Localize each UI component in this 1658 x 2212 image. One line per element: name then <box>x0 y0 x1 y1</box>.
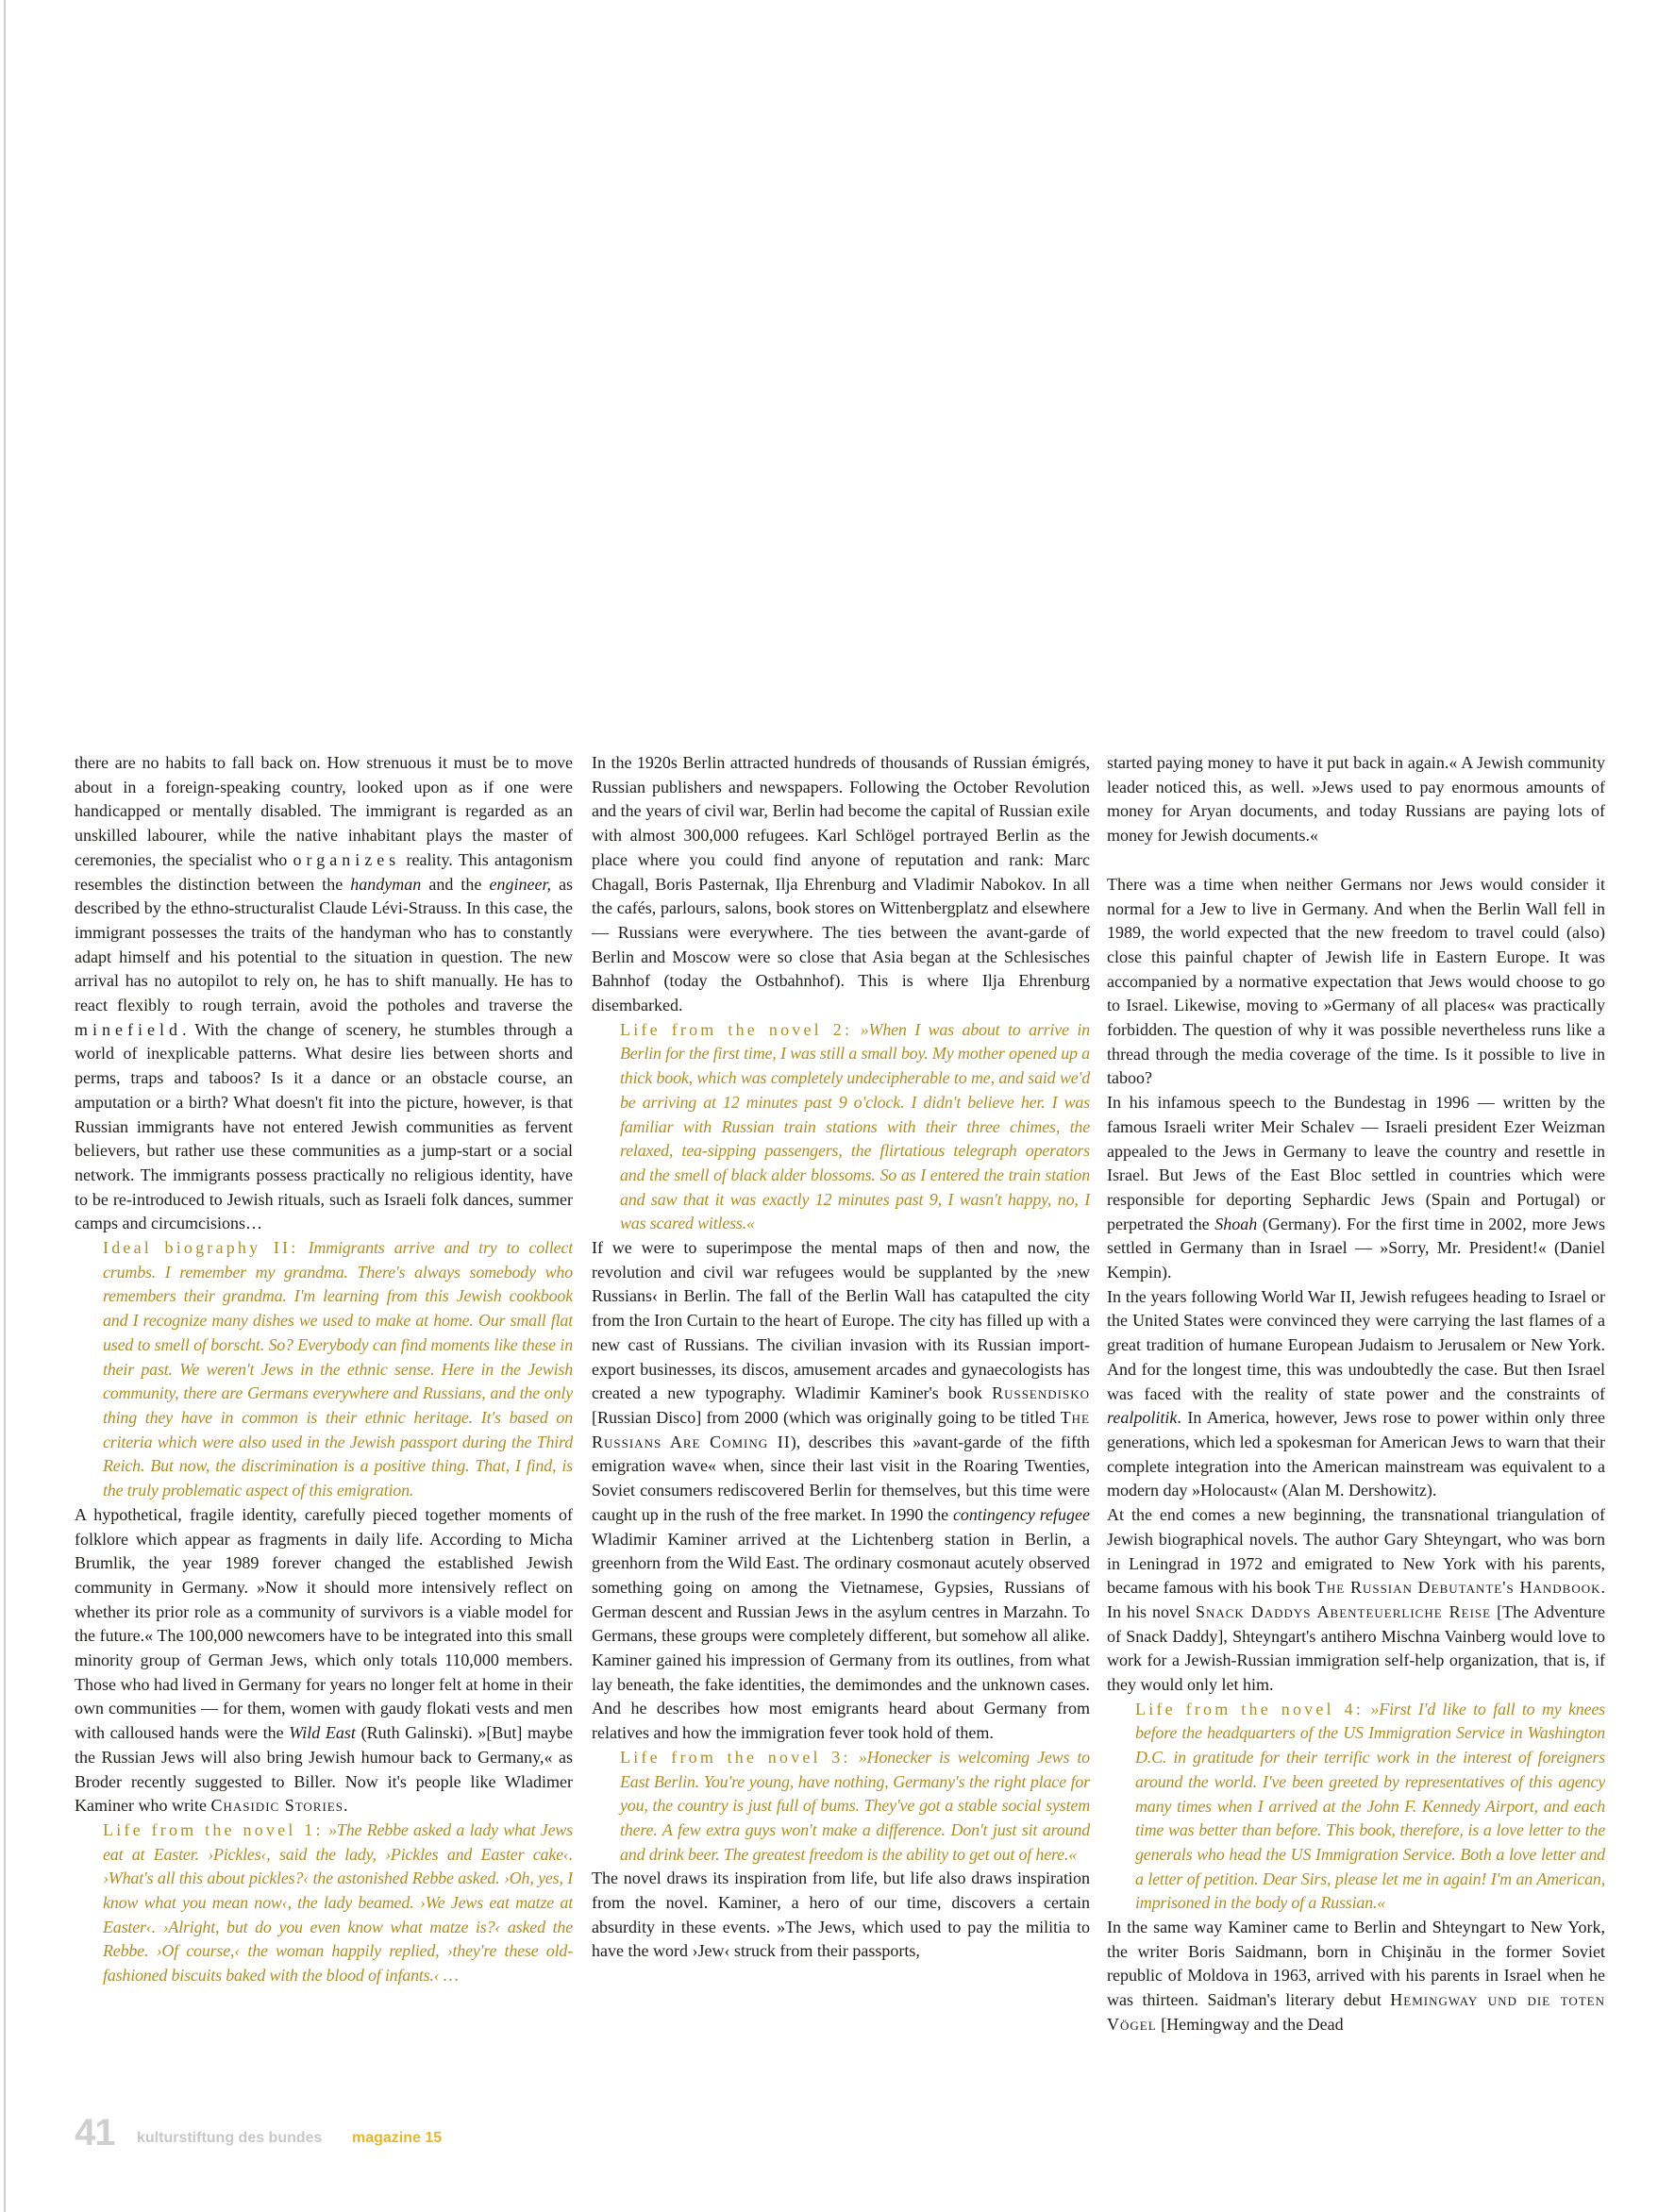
column-2 <box>592 751 1090 2110</box>
pull-quote: Ideal biography II: Immigrants arrive and try to collect crumbs. I remember my grandma. There's always somebody who remembers their grandma. I'm learning from this Jewish cookbook and I recognize many dishes we used to make at home. Our small flat used to smell of borscht. So? Everybody can find moments like these in their past. We weren't Jews in the ethnic sense. Here in the Jewish community, there are Germans everywhere and Russians, and the only thing they have in common is their ethnic heritage. It's based on criteria which were also used in the Jewish passport during the Third Reich. But now, the discrimination is a positive thing. That, I find, is the truly problematic aspect of this emigration. <box>103 1238 573 1500</box>
paragraph: In the years following World War II, Jewish refugees heading to Israel or the United States were convinced they were carrying the last flames of a great tradition of humane European Judaism to Jerusalem or New York. And for the longest time, this was undoubtedly the case. But then Israel was faced with the reality of state power and the constraints of realpolitik. In America, however, Jews rose to power within only three generations, which led a spokesman for American Jews to warn that their complete integration into the American mainstream was equivalent to a modern day »Holocaust« (Alan M. Dershowitz). <box>1107 1286 1605 1500</box>
page-footer <box>75 2114 829 2152</box>
pull-quote: Life from the novel 4: »First I'd like to fall to my knees before the headquarters of the US Immigration Service in Washington D.C. in gratitude for their terrific work in the interest of foreigners around the world. I've been greeted by representatives of this agency many times when I arrived at the John F. Kennedy Airport, and each time was better than before. This book, therefore, is a love letter to the generals who head the US Immigration Service. Both a love letter and a letter of petition. Dear Sirs, please let me in again! I'm an American, imprisoned in the body of a Russian.« <box>1135 1699 1605 1913</box>
paragraph: started paying money to have it put back in again.« A Jewish community leader noticed this, as well. »Jews used to pay enormous amounts of money for Aryan documents, and today Russians are paying lots of money for Jewish documents.« <box>1107 753 1605 846</box>
paragraph: In the same way Kaminer came to Berlin and Shteyngart to New York, the writer Boris Saidmann, born in Chişinău in the former Soviet republic of Moldova in 1963, arrived with his parents in Israel when he was thirteen. Saidman's literary debut Hemingway und die toten Vögel [Hemingway and the Dead <box>1107 1918 1605 2034</box>
pull-quote: Life from the novel 2: »When I was about to arrive in Berlin for the first time, I was still a small boy. My mother opened up a thick book, which was completely undecipherable to me, and said we'd be arriving at 12 minutes past 9 o'clock. I didn't believe her. I was familiar with Russian train stations with their three chimes, the relaxed, tea-sipping passengers, the flirtatious telegraph operators and the smell of black alder blossoms. So as I entered the train station and saw that it was exactly 12 minutes past 9, I wasn't happy, no, I was scared witless.« <box>620 1019 1090 1233</box>
page-number: 41 <box>75 2112 115 2153</box>
paragraph: there are no habits to fall back on. How strenuous it must be to move about in a foreign-speaking country, looked upon as if one were handicapped or mentally disabled. The immigrant is regarded as an unskilled labourer, while the native inhabitant plays the master of ceremonies, the specialist who organizes reality. This antagonism resembles the distinction between the handyman and the engineer, as described by the ethno-structuralist Claude Lévi-Strauss. In this case, the immigrant possesses the traits of the handyman who has to constantly adapt himself and his potential to the situation in question. The new arrival has no autopilot to rely on, he has to shift manually. He has to react flexibly to rough terrain, avoid the potholes and traverse the minefield. With the change of scenery, he stumbles through a world of inexplicable patterns. What desire lies between shorts and perms, traps and taboos? Is it a dance or an obstacle course, an amputation or a birth? What doesn't fit into the picture, however, is that Russian immigrants have not entered Jewish communities as fervent believers, but rather use these communities as a jump-start or a social network. The immigrants possess practically no religious identity, have to be re-introduced to Jewish rituals, such as Israeli folk dances, summer camps and circumcisions… <box>75 753 573 1233</box>
paragraph: A hypothetical, fragile identity, carefully pieced together moments of folklore which appear as fragments in daily life. According to Micha Brumlik, the year 1989 forever changed the established Jewish community in Germany. »Now it should more intensively reflect on whether its prior role as a community of survivors is a viable model for the future.« The 100,000 newcomers have to be integrated into this small minority group of German Jews, which only totals 110,000 members. Those who had lived in Germany for years no longer felt at home in their own communities — for them, women with gaudy flokati vests and men with calloused hands were the Wild East (Ruth Galinski). »[But] maybe the Russian Jews will also bring Jewish humour back to Germany,« as Broder recently suggested to Biller. Now it's people like Wladimer Kaminer who write Chasidic Stories. <box>75 1504 573 1816</box>
paragraph: In his infamous speech to the Bundestag in 1996 — written by the famous Israeli writer Meir Schalev — Israeli president Ezer Weizman appealed to the Jews in Germany to leave the country and resettle in Israel. But Jews of the East Bloc settled in countries which were responsible for deporting Sephardic Jews (Spain and Portugal) or perpetrated the Shoah (Germany). For the first time in 2002, more Jews settled in Germany than in Israel — »Sorry, Mr. President!« (Daniel Kempin). <box>1107 1093 1605 1282</box>
paragraph: The novel draws its inspiration from life, but life also draws inspiration from the novel. Kaminer, a hero of our time, discovers a certain absurdity in these events. »The Jews, which used to pay the militia to have the word ›Jew‹ struck from their passports, <box>592 1868 1090 1961</box>
column-1 <box>75 751 573 2110</box>
paragraph: There was a time when neither Germans nor Jews would consider it normal for a Jew to live in Germany. And when the Berlin Wall fell in 1989, the world expected that the new freedom to travel could (also) close this painful chapter of Jewish life in Eastern Europe. It was accompanied by a normative expectation that Jews would choose to go to Israel. Likewise, moving to »Germany of all places« was practically forbidden. The question of why it was possible nevertheless runs like a thread through the media coverage of the time. Is it possible to live in taboo? <box>1107 874 1605 1088</box>
article-body <box>0 751 1658 2110</box>
paragraph: In the 1920s Berlin attracted hundreds of thousands of Russian émigrés, Russian publishers and newspapers. Following the October Revolution and the years of civil war, Berlin had become the capital of Russian exile with almost 300,000 refugees. Karl Schlögel portrayed Berlin as the place where you could find anyone of reputation and rank: Marc Chagall, Boris Pasternak, Ilja Ehrenburg and Vladimir Nabokov. In all the cafés, parlours, salons, book stores on Wittenbergplatz and elsewhere — Russians were everywhere. The ties between the avant-garde of Berlin and Moscow were so close that Asia began at the Schlesisches Bahnhof (today the Ostbahnhof). This is where Ilja Ehrenburg disembarked. <box>592 753 1090 1015</box>
magazine-issue: magazine 15 <box>352 2130 443 2146</box>
publisher-name: kulturstiftung des bundes <box>137 2130 323 2146</box>
pull-quote: Life from the novel 3: »Honecker is welcoming Jews to East Berlin. You're young, have nothing, Germany's the right place for you, the country is just full of bums. They've got a stable social system there. A few extra guys won't make a difference. Don't just sit around and drink beer. The greatest freedom is the ability to get out of here.« <box>620 1747 1090 1864</box>
column-3 <box>1107 751 1605 2110</box>
paragraph: If we were to superimpose the mental maps of then and now, the revolution and civil war refugees would be supplanted by the ›new Russians‹ in Berlin. The fall of the Berlin Wall has catapulted the city from the Iron Curtain to the heart of Europe. The city has filled up with a new cast of Russians. The civilian invasion with its Russian import-export businesses, its discos, amusement arcades and gynaecologists has created a new typography. Wladimir Kaminer's book Russendisko [Russian Disco] from 2000 (which was originally going to be titled The Russians Are Coming II), describes this »avant-garde of the fifth emigration wave« when, since their last visit in the Roaring Twenties, Soviet consumers rediscovered Berlin for themselves, but this time were caught up in the rush of the free market. In 1990 the contingency refugee Wladimir Kaminer arrived at the Lichtenberg station in Berlin, a greenhorn from the Wild East. The ordinary cosmonaut acutely observed something going on among the Vietnamese, Gypsies, Russians of German descent and Russian Jews in the asylum centres in Marzahn. To Germans, these groups were completely different, but somehow all alike. Kaminer gained his impression of Germany from its outlines, from what lay beneath, the fake identities, the demimondes and the unknown cases. And he describes how most emigrants heard about Germany from relatives and how the immigration fever took hold of them. <box>592 1238 1090 1743</box>
paragraph: At the end comes a new beginning, the transnational triangulation of Jewish biographical novels. The author Gary Shteyngart, who was born in Leningrad in 1972 and emigrated to New York with his parents, became famous with his book The Russian Debutante's Handbook. In his novel Snack Daddys Abenteuerliche Reise [The Adventure of Snack Daddy], Shteyngart's antihero Mischna Vainberg would love to work for a Jewish-Russian immigration self-help organization, that is, if they would only let him. <box>1107 1505 1605 1695</box>
pull-quote: Life from the novel 1: »The Rebbe asked a lady what Jews eat at Easter. ›Pickles‹, said the lady, ›Pickles and Easter cake‹. ›What's all this about pickles?‹ the astonished Rebbe asked. ›Oh, yes, I know what you mean now‹, the lady beamed. ›We Jews eat matze at Easter‹. ›Alright, but do you even know what matze is?‹ asked the Rebbe. ›Of course,‹ the woman happily replied, ›they're these old-fashioned biscuits baked with the blood of infants.‹ … <box>103 1819 573 1986</box>
